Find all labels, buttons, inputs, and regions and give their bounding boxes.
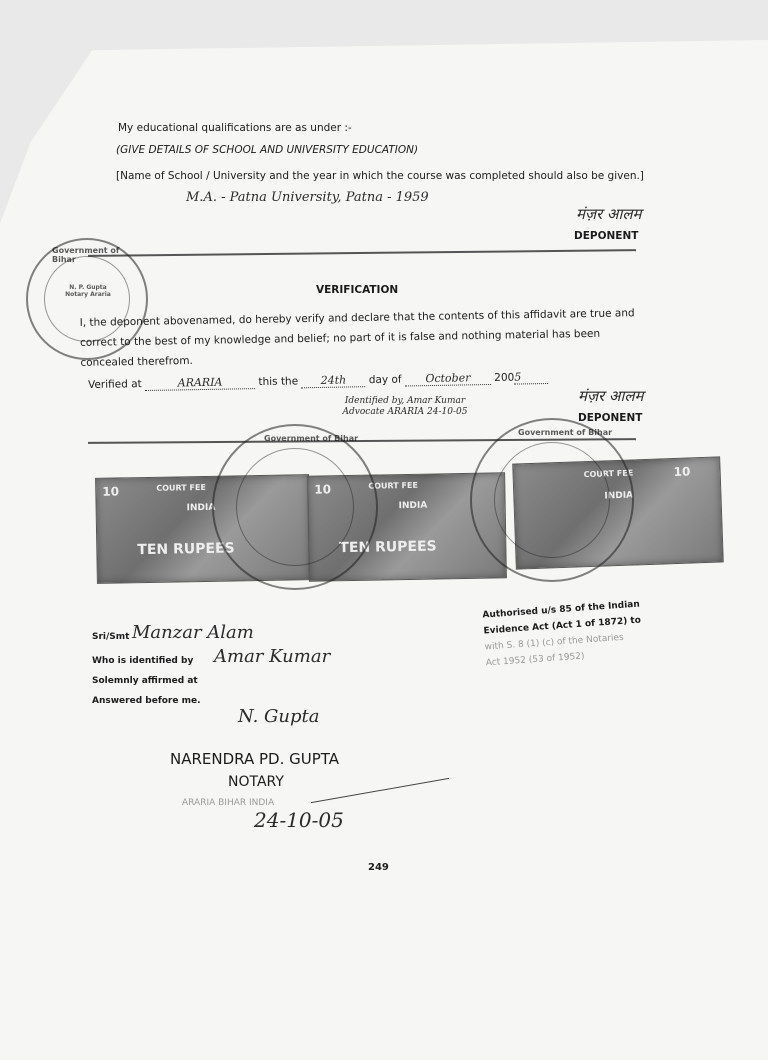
identified-label: Who is identified by [92,656,194,666]
identified-by-note: Identified by, Amar Kumar Advocate ARARIA 24-10-05 [342,396,468,417]
qualifications-heading: My educational qualifications are as under :- [118,122,352,134]
authority-line-2: Evidence Act (Act 1 of 1872) to [483,615,642,637]
page-number: 249 [368,862,389,873]
notary-seal-left: Government of Bihar N. P. Gupta Notary Araria [26,238,148,360]
day-value: 24th [301,373,365,388]
this-the-label: this the [258,375,299,389]
day-of-label: day of [368,373,402,387]
revenue-stamp-2: 10 COURT FEE INDIA TEN RUPEES [307,472,507,581]
before-me-label: Answered before me. [92,696,201,706]
deponent-label-1: DEPONENT [574,230,639,242]
notary-date-hand: 24-10-05 [254,808,344,832]
verification-heading: VERIFICATION [316,284,399,296]
solemnly-label: Solemnly affirmed at [92,676,198,686]
notary-seal-right: Government of Bihar [470,418,634,582]
notary-initials: N. Gupta [238,706,320,727]
authority-line-3: with S. 8 (1) (c) of the Notaries [484,632,625,653]
month-value: October [405,371,491,386]
notary-seal-middle: Government of Bihar [212,424,378,590]
notary-name: NARENDRA PD. GUPTA [170,750,340,768]
authority-line-4: Act 1952 (53 of 1952) [485,651,585,669]
verification-text: I, the deponent abovenamed, do hereby verify and declare that the contents of this affidavit are true and correct to the best of my knowledge and belief; no part of it is false and nothing material has been concealed therefrom. [79,307,635,369]
verified-place: ARARIA [145,375,255,391]
notary-name-hand: Manzar Alam [132,622,254,643]
deponent-signature-1: मंज़र आलम [576,205,642,223]
qualification-entry: M.A. - Patna University, Patna - 1959 [186,190,429,205]
qualifications-note: (GIVE DETAILS OF SCHOOL AND UNIVERSITY EDUCATION) [116,144,419,156]
year-prefix: 200 [494,371,515,384]
qualifications-instruction: [Name of School / University and the year in which the course was completed should also be given.] [116,170,644,182]
deponent-label-2: DEPONENT [578,412,643,424]
revenue-stamp-3: 10 COURT FEE INDIA [512,456,724,569]
identified-name-hand: Amar Kumar [214,646,331,667]
notary-sri-label: Sri/Smt [92,632,130,642]
authority-text [482,597,644,672]
notary-location: ARARIA BIHAR INDIA [182,798,275,808]
year-suffix: 5 [514,370,548,385]
authority-line-1: Authorised u/s 85 of the Indian [482,599,641,621]
deponent-signature-2: मंज़र आलम [578,387,644,405]
revenue-stamp-1: 10 COURT FEE INDIA TEN RUPEES [95,474,311,584]
notary-title: NOTARY [228,774,284,790]
verified-at-label: Verified at [87,378,142,392]
